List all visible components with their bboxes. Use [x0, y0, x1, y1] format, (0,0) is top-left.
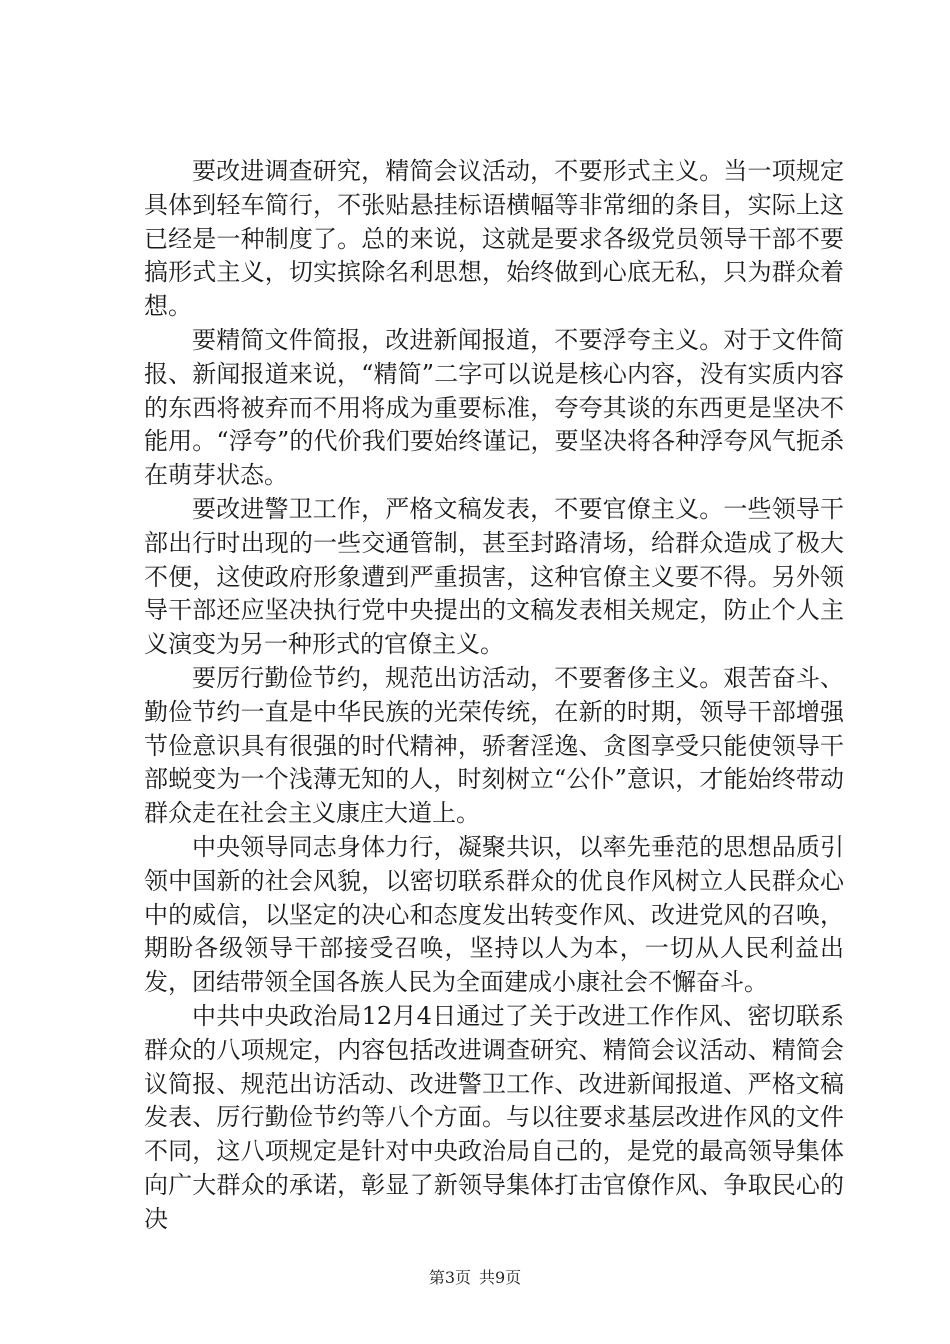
paragraph: 要改进警卫工作，严格文稿发表，不要官僚主义。一些领导干部出行时出现的一些交通管制，甚至封路清场，给群众造成了极大不便，这使政府形象遭到严重损害，这种官僚主义要不得。另外领导干部还应坚决执行党中央提出的文稿发表相关规定，防止个人主义演变为另一种形式的官僚主义。 — [144, 494, 844, 659]
page-number-total: 共9页 — [479, 1268, 522, 1287]
page-number-current: 第3页 — [428, 1268, 471, 1287]
paragraph: 中央领导同志身体力行，凝聚共识，以率先垂范的思想品质引领中国新的社会风貌，以密切联系群众的优良作风树立人民群众心中的威信，以坚定的决心和态度发出转变作风、改进党风的召唤，期盼各级领导干部接受召唤，坚持以人为本，一切从人民利益出发，团结带领全国各族人民为全面建成小康社会不懈奋斗。 — [144, 832, 844, 997]
paragraph: 要厉行勤俭节约，规范出访活动，不要奢侈主义。艰苦奋斗、勤俭节约一直是中华民族的光荣传统，在新的时期，领导干部增强节俭意识具有很强的时代精神，骄奢淫逸、贪图享受只能使领导干部蜕变为一个浅薄无知的人，时刻树立“公仆”意识，才能始终带动群众走在社会主义康庄大道上。 — [144, 663, 844, 828]
paragraph: 要精简文件简报，改进新闻报道，不要浮夸主义。对于文件简报、新闻报道来说，“精简”二字可以说是核心内容，没有实质内容的东西将被弃而不用将成为重要标准，夸夸其谈的东西更是坚决不能用。“浮夸”的代价我们要始终谨记，要坚决将各种浮夸风气扼杀在萌芽状态。 — [144, 325, 844, 490]
paragraph: 中共中央政治局12月4日通过了关于改进工作作风、密切联系群众的八项规定，内容包括改进调查研究、精简会议活动、精简会议简报、规范出访活动、改进警卫工作、改进新闻报道、严格文稿发表、厉行勤俭节约等八个方面。与以往要求基层改进作风的文件不同，这八项规定是针对中央政治局自己的，是党的最高领导集体向广大群众的承诺，彰显了新领导集体打击官僚作风、争取民心的决 — [144, 1001, 844, 1233]
paragraph: 要改进调查研究，精简会议活动，不要形式主义。当一项规定具体到轻车简行，不张贴悬挂标语横幅等非常细的条目，实际上这已经是一种制度了。总的来说，这就是要求各级党员领导干部不要搞形式主义，切实摈除名利思想，始终做到心底无私，只为群众着想。 — [144, 157, 844, 321]
document-body — [144, 155, 844, 1237]
page-footer — [0, 1268, 950, 1288]
